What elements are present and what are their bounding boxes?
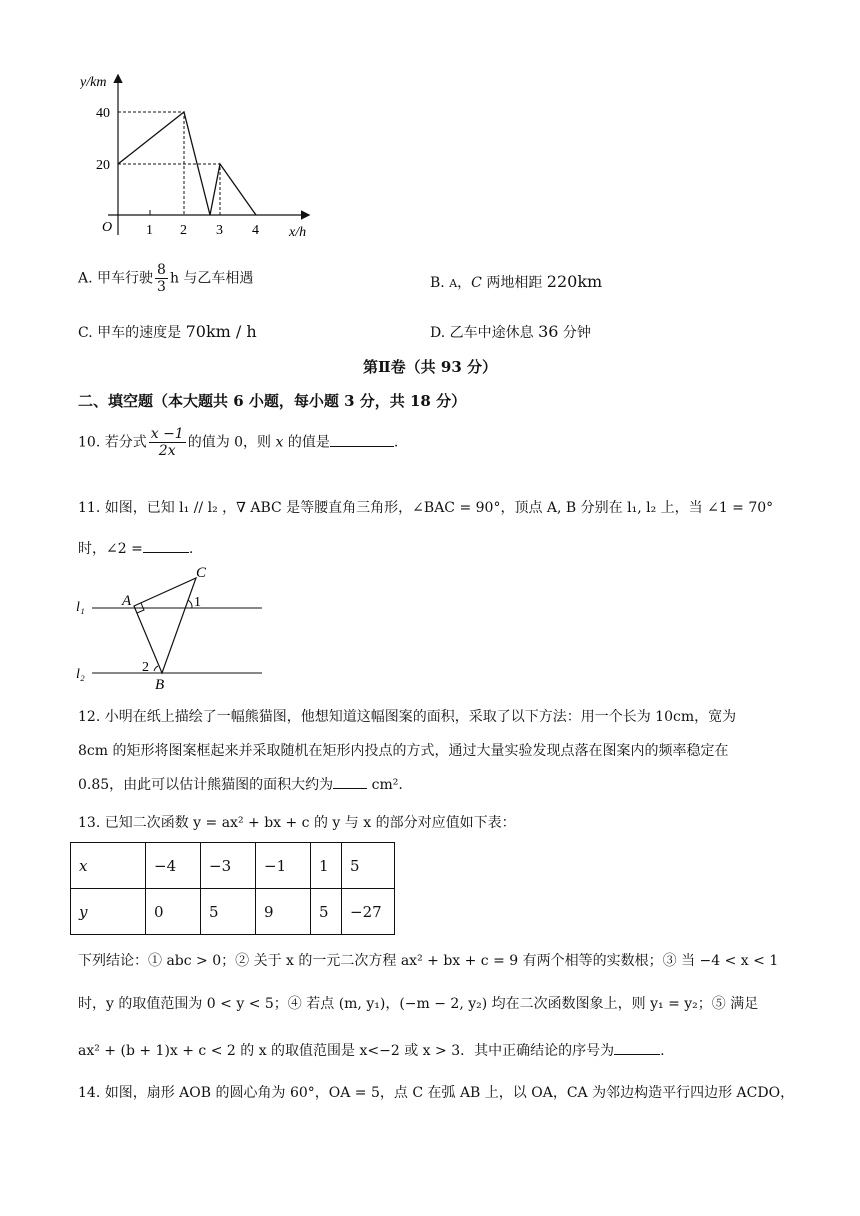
table-cell: 5: [342, 843, 395, 889]
label-l2: l₂: [76, 667, 85, 682]
question-13-line-1: 下列结论：① abc > 0；② 关于 x 的一元二次方程 ax² + bx + c = 9 有两个相等的实数根；③ 当 −4 < x < 1: [78, 953, 779, 969]
question-13-line-2: 时，y 的取值范围为 0 < y < 5；④ 若点 (m, y₁)，(−m − 2, y₂) 均在二次函数图象上，则 y₁ = y₂；⑤ 满足: [78, 996, 759, 1012]
question-13-line-3: ax² + (b + 1)x + c < 2 的 x 的取值范围是 x<−2 或 x > 3．其中正确结论的序号为 .: [78, 1043, 665, 1059]
table-header-x: x: [71, 843, 146, 889]
fraction-8-3: $\frac{8}{3}$: [157, 262, 166, 296]
answer-blank-10[interactable]: [330, 434, 394, 447]
x-tick-1: 1: [146, 223, 153, 238]
x-tick-2: 2: [180, 223, 187, 238]
table-cell: 5: [201, 889, 256, 935]
question-12-line-2: 8cm 的矩形将图案框起来并采取随机在矩形内投点的方式，通过大量实验发现点落在图案内的频率稳定在: [78, 743, 729, 759]
label-angle-2: 2: [142, 660, 149, 675]
answer-blank-13[interactable]: [614, 1042, 660, 1055]
label-angle-1: 1: [194, 595, 201, 610]
answer-blank-12[interactable]: [333, 776, 367, 789]
table-cell: −1: [256, 843, 311, 889]
value-table: [70, 842, 395, 935]
question-11-line-2: 时，∠2 = .: [78, 541, 194, 557]
origin-label: O: [102, 220, 113, 235]
option-c[interactable]: C. 甲车的速度是 70km / h: [78, 322, 257, 341]
label-l1: l₁: [76, 600, 85, 615]
table-row-x: [71, 843, 395, 889]
section-title: 第Ⅱ卷（共 93 分）: [363, 358, 497, 376]
table-cell: 5: [311, 889, 342, 935]
question-10: 10. 若分式 $\frac{x -1}{2x}$ 的值为 0，则 x 的值是 .: [78, 426, 399, 460]
triangle-figure: [74, 560, 274, 695]
x-tick-3: 3: [216, 223, 223, 238]
question-14-line-1: 14. 如图，扇形 AOB 的圆心角为 60°，OA = 5，点 C 在弧 AB 上，以 OA，CA 为邻边构造平行四边形 ACDO，: [78, 1085, 795, 1101]
y-tick-20: 20: [96, 158, 110, 173]
answer-blank-11[interactable]: [143, 540, 189, 553]
question-13-intro: 13. 已知二次函数 y = ax² + bx + c 的 y 与 x 的部分对应值如下表：: [78, 815, 516, 831]
y-axis-label: y/km: [80, 75, 107, 90]
table-cell: −4: [146, 843, 201, 889]
table-cell: −3: [201, 843, 256, 889]
question-12-line-3: 0.85，由此可以估计熊猫图的面积大约为 cm².: [78, 777, 403, 793]
y-tick-40: 40: [96, 106, 110, 121]
table-cell: 9: [256, 889, 311, 935]
question-12-line-1: 12. 小明在纸上描绘了一幅熊猫图，他想知道这幅图案的面积，采取了以下方法：用一个长为 10cm，宽为: [78, 709, 737, 725]
table-header-y: y: [71, 889, 146, 935]
x-axis-label: x/h: [289, 225, 307, 240]
option-d[interactable]: D. 乙车中途休息 36 分钟: [430, 322, 591, 341]
part-heading: 二、填空题（本大题共 6 小题，每小题 3 分，共 18 分）: [78, 392, 467, 410]
table-row-y: [71, 889, 395, 935]
table-cell: 0: [146, 889, 201, 935]
table-cell: −27: [342, 889, 395, 935]
label-a: A: [122, 593, 132, 609]
fraction-x-minus-1-over-2x: $\frac{x -1}{2x}$: [150, 426, 184, 460]
triangle-abc: [134, 578, 196, 673]
guide-20: [118, 164, 220, 215]
x-tick-4: 4: [252, 223, 259, 238]
label-b: B: [155, 677, 165, 693]
table-cell: 1: [311, 843, 342, 889]
distance-time-graph: [80, 70, 330, 245]
option-b[interactable]: B. A，C 两地相距 220km: [430, 272, 603, 291]
option-a[interactable]: A. 甲车行驶 $\frac{8}{3}$ h 与乙车相遇: [78, 262, 254, 296]
label-c: C: [196, 565, 207, 581]
question-11-line-1: 11. 如图，已知 l₁ // l₂ ，∇ ABC 是等腰直角三角形，∠BAC = 90°，顶点 A, B 分别在 l₁, l₂ 上，当 ∠1 = 70°: [78, 500, 774, 516]
